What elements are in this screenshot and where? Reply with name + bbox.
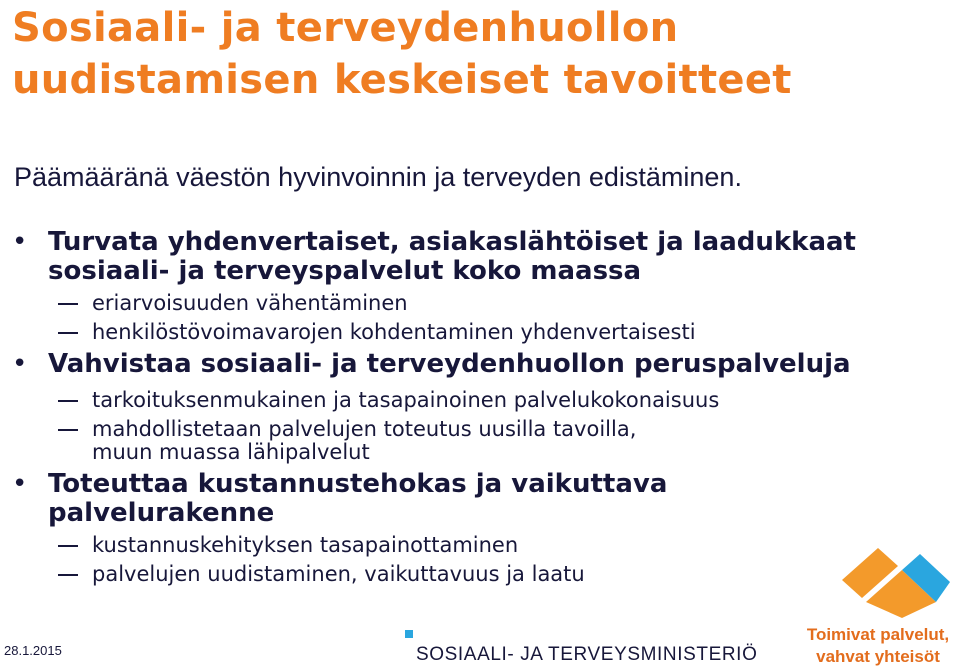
- sub-bullet-item: [0, 292, 940, 315]
- bullet-dot-icon: •: [12, 349, 28, 379]
- ministry-square-icon: [405, 630, 413, 638]
- dash-icon: [58, 332, 78, 334]
- dash-icon: [58, 400, 78, 402]
- bullet-item: [0, 228, 940, 286]
- bullet-dot-icon: •: [12, 227, 28, 257]
- sub-bullet-text: henkilöstövoimavarojen kohdentaminen yhdenvertaisesti: [92, 320, 696, 344]
- ministry-logo-icon: [840, 546, 952, 628]
- dash-icon: [58, 545, 78, 547]
- sub-bullet-item: [0, 563, 940, 586]
- title-line-2: uudistamisen keskeiset tavoitteet: [12, 57, 792, 103]
- sub-bullet-text: eriarvoisuuden vähentäminen: [92, 291, 408, 315]
- slogan-line-1: Toimivat palvelut,: [806, 625, 950, 644]
- bullet-text-line: Vahvistaa sosiaali- ja terveydenhuollon peruspalveluja: [48, 349, 851, 379]
- bullet-item: [0, 470, 940, 528]
- slide-title: [12, 2, 952, 106]
- lead-text: Päämääränä väestön hyvinvoinnin ja terveyden edistäminen.: [14, 162, 742, 192]
- sub-bullet-text: tarkoituksenmukainen ja tasapainoinen palvelukokonaisuus: [92, 388, 720, 412]
- bullet-text-line: sosiaali- ja terveyspalvelut koko maassa: [48, 256, 642, 286]
- bullet-text-line: palvelurakenne: [48, 498, 275, 528]
- slogan: [798, 624, 958, 668]
- title-line-1: Sosiaali- ja terveydenhuollon: [12, 5, 679, 51]
- bullet-text-line: Toteuttaa kustannustehokas ja vaikuttava: [48, 469, 668, 499]
- dash-icon: [58, 429, 78, 431]
- sub-bullet-text: muun muassa lähipalvelut: [92, 440, 370, 464]
- footer-date: 28.1.2015: [4, 643, 62, 658]
- sub-bullet-text: mahdollistetaan palvelujen toteutus uusilla tavoilla,: [92, 417, 637, 441]
- dash-icon: [58, 303, 78, 305]
- bullet-item: [0, 350, 940, 379]
- bullet-text-line: Turvata yhdenvertaiset, asiakaslähtöiset ja laadukkaat: [48, 227, 856, 257]
- bullet-dot-icon: •: [12, 469, 28, 499]
- sub-bullet-text: kustannuskehityksen tasapainottaminen: [92, 533, 519, 557]
- sub-bullet-item: [0, 321, 940, 344]
- sub-bullet-item: [0, 418, 940, 464]
- sub-bullet-text: palvelujen uudistaminen, vaikuttavuus ja laatu: [92, 562, 585, 586]
- slogan-line-2: vahvat yhteisöt: [816, 647, 940, 666]
- sub-bullet-item: [0, 534, 940, 557]
- sub-bullet-item: [0, 389, 940, 412]
- dash-icon: [58, 574, 78, 576]
- bullet-list: [0, 228, 940, 586]
- ministry-name: SOSIAALI- JA TERVEYSMINISTERIÖ: [416, 644, 758, 665]
